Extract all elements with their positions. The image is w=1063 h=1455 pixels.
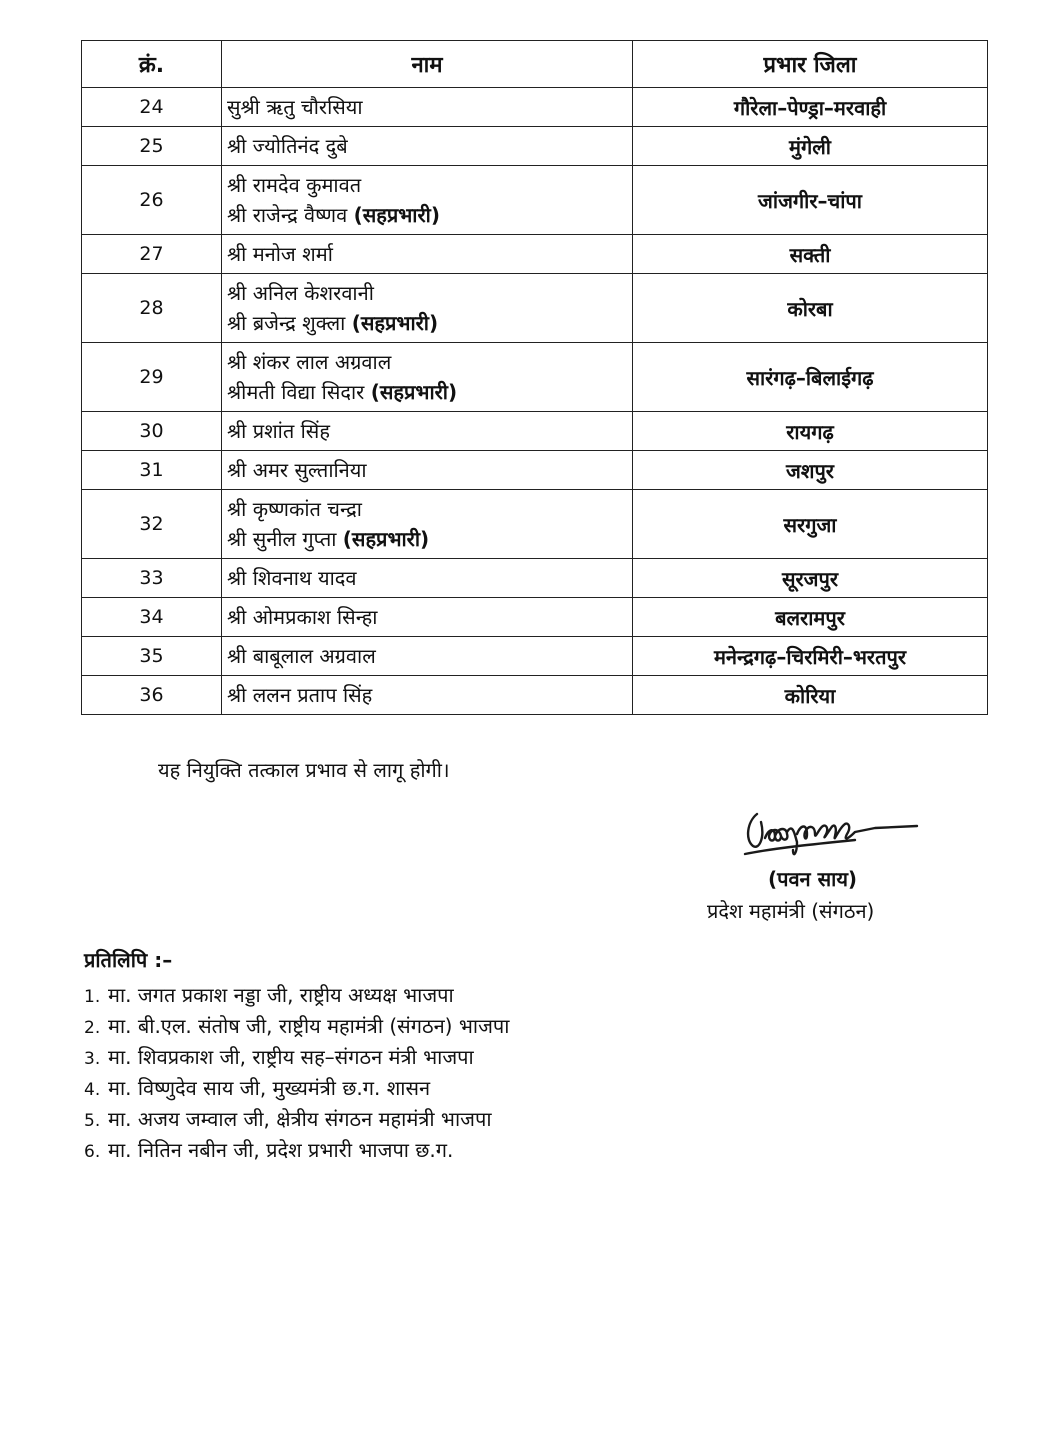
row-district: सक्ती <box>633 235 988 274</box>
list-item-number: 5. <box>84 1111 101 1131</box>
person-line <box>227 347 632 377</box>
person-name: श्री ब्रजेन्द्र शुक्ला <box>227 311 346 335</box>
person-name: श्री प्रशांत सिंह <box>227 419 330 443</box>
list-item <box>84 1073 509 1104</box>
row-names <box>222 127 633 166</box>
person-line <box>227 563 632 593</box>
table-row <box>82 274 988 343</box>
person-name: श्री बाबूलाल अग्रवाल <box>227 644 376 668</box>
header-district: प्रभार जिला <box>633 41 988 88</box>
row-names <box>222 451 633 490</box>
row-serial: 25 <box>82 127 222 166</box>
person-line <box>227 239 632 269</box>
co-incharge-tag: (सहप्रभारी) <box>370 380 458 404</box>
row-names <box>222 559 633 598</box>
co-incharge-tag: (सहप्रभारी) <box>351 311 439 335</box>
table-row <box>82 490 988 559</box>
person-name: श्री अमर सुल्तानिया <box>227 458 367 482</box>
row-serial: 31 <box>82 451 222 490</box>
list-item-number: 4. <box>84 1080 101 1100</box>
signer-designation: प्रदेश महामंत्री (संगठन) <box>707 899 875 923</box>
person-line <box>227 200 632 230</box>
row-district: मनेन्द्रगढ़–चिरमिरी–भरतपुर <box>633 637 988 676</box>
table-row <box>82 637 988 676</box>
row-names <box>222 490 633 559</box>
row-names <box>222 412 633 451</box>
co-incharge-tag: (सहप्रभारी) <box>342 527 430 551</box>
row-district: सारंगढ़–बिलाईगढ़ <box>633 343 988 412</box>
row-serial: 36 <box>82 676 222 715</box>
row-serial: 26 <box>82 166 222 235</box>
signer-name: (पवन साय) <box>767 867 858 891</box>
table-row <box>82 235 988 274</box>
effect-note: यह नियुक्ति तत्काल प्रभाव से लागू होगी। <box>158 758 450 782</box>
list-item <box>84 980 509 1011</box>
list-item <box>84 1042 509 1073</box>
row-district: सरगुजा <box>633 490 988 559</box>
row-district: बलरामपुर <box>633 598 988 637</box>
row-serial: 29 <box>82 343 222 412</box>
person-name: सुश्री ऋतु चौरसिया <box>227 95 363 119</box>
assignment-table <box>81 40 988 715</box>
person-line <box>227 278 632 308</box>
list-item <box>84 1135 509 1166</box>
row-names <box>222 343 633 412</box>
person-line <box>227 131 632 161</box>
row-serial: 28 <box>82 274 222 343</box>
list-item-text: मा. जगत प्रकाश नड्डा जी, राष्ट्रीय अध्यक्ष भाजपा <box>108 983 454 1007</box>
row-names <box>222 274 633 343</box>
person-name: श्रीमती विद्या सिदार <box>227 380 365 404</box>
row-serial: 35 <box>82 637 222 676</box>
row-serial: 27 <box>82 235 222 274</box>
table-row <box>82 412 988 451</box>
table-header-row <box>82 41 988 88</box>
person-name: श्री सुनील गुप्ता <box>227 527 337 551</box>
person-name: श्री कृष्णकांत चन्द्रा <box>227 497 362 521</box>
row-district: कोरबा <box>633 274 988 343</box>
person-name: श्री शंकर लाल अग्रवाल <box>227 350 392 374</box>
row-names <box>222 598 633 637</box>
copy-to-heading: प्रतिलिपि :– <box>84 948 173 972</box>
person-name: श्री शिवनाथ यादव <box>227 566 357 590</box>
copy-to-list <box>84 980 509 1166</box>
person-line <box>227 455 632 485</box>
table-row <box>82 88 988 127</box>
person-line <box>227 680 632 710</box>
row-district: रायगढ़ <box>633 412 988 451</box>
row-names <box>222 88 633 127</box>
person-line <box>227 377 632 407</box>
list-item-number: 1. <box>84 987 101 1007</box>
person-name: श्री राजेन्द्र वैष्णव <box>227 203 348 227</box>
row-serial: 32 <box>82 490 222 559</box>
row-district: जांजगीर–चांपा <box>633 166 988 235</box>
row-district: मुंगेली <box>633 127 988 166</box>
list-item <box>84 1011 509 1042</box>
row-names <box>222 676 633 715</box>
person-line <box>227 524 632 554</box>
row-serial: 33 <box>82 559 222 598</box>
person-line <box>227 308 632 338</box>
header-name: नाम <box>222 41 633 88</box>
person-name: श्री ओमप्रकाश सिन्हा <box>227 605 378 629</box>
row-names <box>222 166 633 235</box>
list-item-text: मा. नितिन नबीन जी, प्रदेश प्रभारी भाजपा छ.ग. <box>108 1138 454 1162</box>
list-item-number: 2. <box>84 1018 101 1038</box>
list-item-number: 6. <box>84 1142 101 1162</box>
person-line <box>227 602 632 632</box>
row-district: कोरिया <box>633 676 988 715</box>
table-row <box>82 166 988 235</box>
person-name: श्री अनिल केशरवानी <box>227 281 374 305</box>
person-name: श्री रामदेव कुमावत <box>227 173 362 197</box>
table-row <box>82 451 988 490</box>
person-line <box>227 641 632 671</box>
list-item-text: मा. विष्णुदेव साय जी, मुख्यमंत्री छ.ग. शासन <box>108 1076 431 1100</box>
row-serial: 24 <box>82 88 222 127</box>
row-district: गौरेला–पेण्ड्रा–मरवाही <box>633 88 988 127</box>
table-row <box>82 343 988 412</box>
person-line <box>227 92 632 122</box>
row-serial: 34 <box>82 598 222 637</box>
person-name: श्री ज्योतिनंद दुबे <box>227 134 348 158</box>
list-item-text: मा. अजय जम्वाल जी, क्षेत्रीय संगठन महामंत्री भाजपा <box>108 1107 492 1131</box>
table-row <box>82 559 988 598</box>
row-names <box>222 235 633 274</box>
row-district: जशपुर <box>633 451 988 490</box>
table-row <box>82 127 988 166</box>
signature-image <box>735 798 925 862</box>
person-name: श्री ललन प्रताप सिंह <box>227 683 373 707</box>
table-body <box>82 88 988 715</box>
table-row <box>82 598 988 637</box>
row-names <box>222 637 633 676</box>
row-serial: 30 <box>82 412 222 451</box>
co-incharge-tag: (सहप्रभारी) <box>353 203 440 227</box>
list-item-text: मा. बी.एल. संतोष जी, राष्ट्रीय महामंत्री (संगठन) भाजपा <box>108 1014 510 1038</box>
person-line <box>227 170 632 200</box>
header-serial: क्रं. <box>82 41 222 88</box>
person-line <box>227 494 632 524</box>
person-line <box>227 416 632 446</box>
person-name: श्री मनोज शर्मा <box>227 242 333 266</box>
list-item <box>84 1104 509 1135</box>
list-item-number: 3. <box>84 1049 101 1069</box>
table-row <box>82 676 988 715</box>
row-district: सूरजपुर <box>633 559 988 598</box>
list-item-text: मा. शिवप्रकाश जी, राष्ट्रीय सह–संगठन मंत्री भाजपा <box>108 1045 474 1069</box>
